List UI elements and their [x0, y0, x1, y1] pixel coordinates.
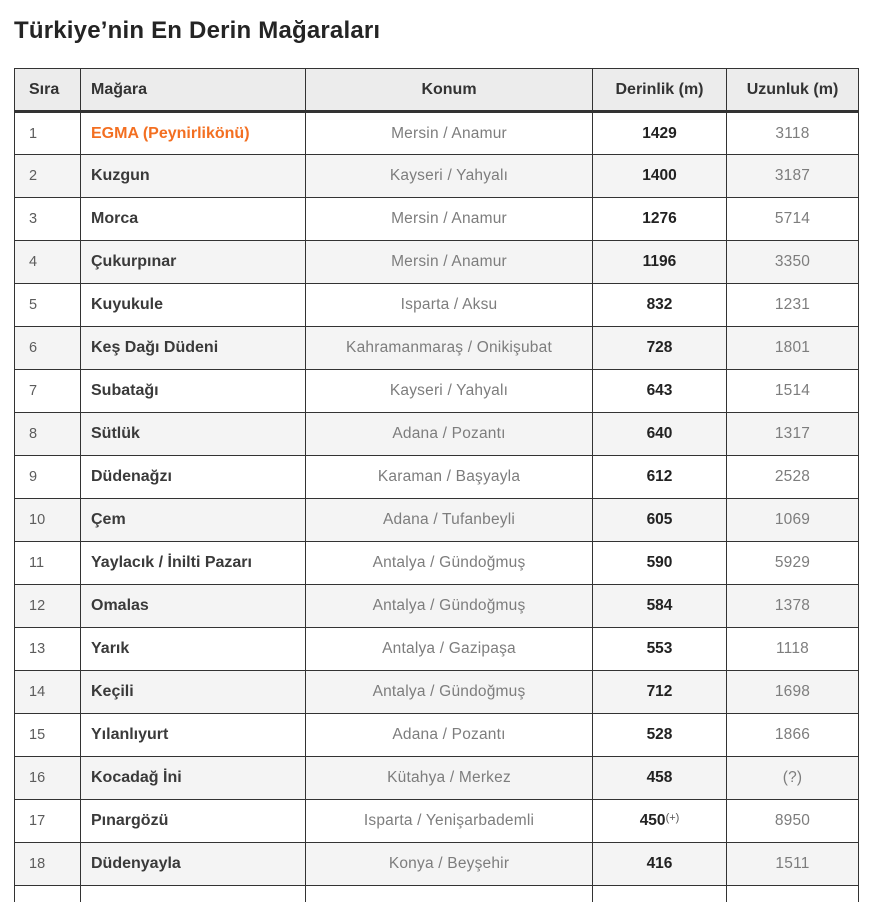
cave-name: Çem	[91, 511, 126, 528]
location-cell: Antalya / Gazipaşa	[306, 628, 593, 671]
location-cell: Antalya / Gündoğmuş	[306, 542, 593, 585]
column-header-uzunluk: Uzunluk (m)	[727, 69, 859, 112]
cave-cell	[81, 499, 306, 542]
rank-cell: 3	[15, 198, 81, 241]
rank-cell: 15	[15, 714, 81, 757]
cave-cell	[81, 241, 306, 284]
depth-cell	[593, 198, 727, 241]
cave-name: Yılanlıyurt	[91, 726, 169, 743]
length-cell: 1866	[727, 714, 859, 757]
table-row	[15, 198, 859, 241]
depth-value: 553	[646, 640, 673, 657]
length-cell: 1511	[727, 843, 859, 886]
length-cell: 3118	[727, 112, 859, 155]
depth-cell	[593, 284, 727, 327]
table-row	[15, 112, 859, 155]
empty-cell	[593, 886, 727, 902]
depth-value: 832	[646, 296, 673, 313]
cave-cell	[81, 800, 306, 843]
cave-cell	[81, 327, 306, 370]
length-cell: 5929	[727, 542, 859, 585]
length-cell: 1378	[727, 585, 859, 628]
length-cell: 1514	[727, 370, 859, 413]
depth-value: 612	[646, 468, 673, 485]
table-row	[15, 499, 859, 542]
table-row	[15, 370, 859, 413]
depth-cell	[593, 800, 727, 843]
table-row	[15, 800, 859, 843]
length-cell: 8950	[727, 800, 859, 843]
cave-link[interactable]: EGMA (Peynirlikönü)	[91, 124, 250, 142]
depth-cell	[593, 370, 727, 413]
cave-name: Keçili	[91, 683, 134, 700]
depth-value: 1276	[642, 210, 677, 227]
depth-cell	[593, 671, 727, 714]
table-body	[15, 112, 859, 902]
cave-name: Düdenyayla	[91, 855, 181, 872]
table-row	[15, 628, 859, 671]
depth-value: 590	[646, 554, 673, 571]
table-row	[15, 155, 859, 198]
cave-name: Kuyukule	[91, 296, 164, 313]
length-cell: 1317	[727, 413, 859, 456]
cave-name: Subatağı	[91, 382, 159, 399]
rank-cell: 10	[15, 499, 81, 542]
depth-cell	[593, 413, 727, 456]
depth-cell	[593, 327, 727, 370]
cave-cell	[81, 671, 306, 714]
cave-name: Omalas	[91, 597, 149, 614]
cave-name: Düdenağzı	[91, 468, 172, 485]
location-cell: Mersin / Anamur	[306, 112, 593, 155]
cave-cell	[81, 843, 306, 886]
location-cell: Kayseri / Yahyalı	[306, 370, 593, 413]
cave-cell	[81, 585, 306, 628]
table-row	[15, 671, 859, 714]
depth-cell	[593, 542, 727, 585]
cave-cell	[81, 155, 306, 198]
depth-value: 605	[646, 511, 673, 528]
cave-name: Kocadağ İni	[91, 769, 182, 786]
location-cell: Karaman / Başyayla	[306, 456, 593, 499]
column-header-magara: Mağara	[81, 69, 306, 112]
location-cell: Kütahya / Merkez	[306, 757, 593, 800]
cave-name: Yarık	[91, 640, 130, 657]
depth-value: 728	[646, 339, 673, 356]
depth-cell	[593, 112, 727, 155]
table-row	[15, 843, 859, 886]
cave-name: Morca	[91, 210, 139, 227]
table-row	[15, 714, 859, 757]
table-row-partial	[15, 886, 859, 902]
cave-cell	[81, 370, 306, 413]
cave-name: Keş Dağı Düdeni	[91, 339, 219, 356]
length-cell: (?)	[727, 757, 859, 800]
length-cell: 3187	[727, 155, 859, 198]
cave-name: Kuzgun	[91, 167, 150, 184]
table-row	[15, 413, 859, 456]
depth-value: 528	[646, 726, 673, 743]
depth-value: 1196	[642, 253, 677, 270]
location-cell: Kayseri / Yahyalı	[306, 155, 593, 198]
cave-cell	[81, 413, 306, 456]
depth-cell	[593, 757, 727, 800]
cave-name: Çukurpınar	[91, 253, 177, 270]
table-row	[15, 241, 859, 284]
cave-cell	[81, 198, 306, 241]
depth-cell	[593, 714, 727, 757]
depth-value: 1400	[642, 167, 677, 184]
table-row	[15, 284, 859, 327]
page-title: Türkiye’nin En Derin Mağaraları	[14, 17, 381, 44]
length-cell: 2528	[727, 456, 859, 499]
depth-value: 640	[646, 425, 673, 442]
location-cell: Kahramanmaraş / Onikişubat	[306, 327, 593, 370]
table-row	[15, 757, 859, 800]
location-cell: Mersin / Anamur	[306, 198, 593, 241]
rank-cell: 18	[15, 843, 81, 886]
depth-value: 712	[646, 683, 673, 700]
table-row	[15, 456, 859, 499]
cave-cell	[81, 284, 306, 327]
length-cell: 1231	[727, 284, 859, 327]
column-header-sira: Sıra	[15, 69, 81, 112]
table-header-row	[15, 69, 859, 112]
location-cell: Antalya / Gündoğmuş	[306, 585, 593, 628]
location-cell: Mersin / Anamur	[306, 241, 593, 284]
location-cell: Adana / Pozantı	[306, 714, 593, 757]
table-row	[15, 585, 859, 628]
rank-cell: 12	[15, 585, 81, 628]
depth-value: 1429	[642, 124, 677, 142]
depth-cell	[593, 628, 727, 671]
rank-cell: 11	[15, 542, 81, 585]
column-header-derinlik: Derinlik (m)	[593, 69, 727, 112]
cave-cell	[81, 112, 306, 155]
length-cell: 5714	[727, 198, 859, 241]
length-cell: 1118	[727, 628, 859, 671]
rank-cell: 1	[15, 112, 81, 155]
depth-value: 450	[639, 812, 666, 829]
cave-name: Pınargözü	[91, 812, 169, 829]
depth-cell	[593, 843, 727, 886]
depth-cell	[593, 241, 727, 284]
empty-cell	[15, 886, 81, 902]
table-row	[15, 327, 859, 370]
empty-cell	[306, 886, 593, 902]
length-cell: 1698	[727, 671, 859, 714]
rank-cell: 7	[15, 370, 81, 413]
rank-cell: 8	[15, 413, 81, 456]
depth-value: 584	[646, 597, 673, 614]
cave-name: Yaylacık / İnilti Pazarı	[91, 554, 252, 571]
cave-name: Sütlük	[91, 425, 140, 442]
rank-cell: 5	[15, 284, 81, 327]
rank-cell: 13	[15, 628, 81, 671]
column-header-konum: Konum	[306, 69, 593, 112]
length-cell: 1801	[727, 327, 859, 370]
location-cell: Isparta / Yenişarbademli	[306, 800, 593, 843]
location-cell: Isparta / Aksu	[306, 284, 593, 327]
rank-cell: 16	[15, 757, 81, 800]
cave-cell	[81, 628, 306, 671]
location-cell: Adana / Tufanbeyli	[306, 499, 593, 542]
rank-cell: 9	[15, 456, 81, 499]
empty-cell	[727, 886, 859, 902]
depth-suffix: (+)	[665, 812, 680, 824]
table-row	[15, 542, 859, 585]
depth-cell	[593, 155, 727, 198]
length-cell: 1069	[727, 499, 859, 542]
depth-cell	[593, 585, 727, 628]
rank-cell: 14	[15, 671, 81, 714]
length-cell: 3350	[727, 241, 859, 284]
rank-cell: 2	[15, 155, 81, 198]
cave-cell	[81, 714, 306, 757]
depth-value: 458	[646, 769, 673, 786]
cave-cell	[81, 456, 306, 499]
location-cell: Konya / Beyşehir	[306, 843, 593, 886]
location-cell: Adana / Pozantı	[306, 413, 593, 456]
rank-cell: 6	[15, 327, 81, 370]
depth-cell	[593, 499, 727, 542]
rank-cell: 17	[15, 800, 81, 843]
rank-cell: 4	[15, 241, 81, 284]
cave-cell	[81, 757, 306, 800]
cave-cell	[81, 542, 306, 585]
depth-value: 643	[646, 382, 673, 399]
depth-cell	[593, 456, 727, 499]
depth-value: 416	[646, 855, 673, 872]
empty-cell	[81, 886, 306, 902]
deepest-caves-table	[14, 68, 859, 902]
location-cell: Antalya / Gündoğmuş	[306, 671, 593, 714]
